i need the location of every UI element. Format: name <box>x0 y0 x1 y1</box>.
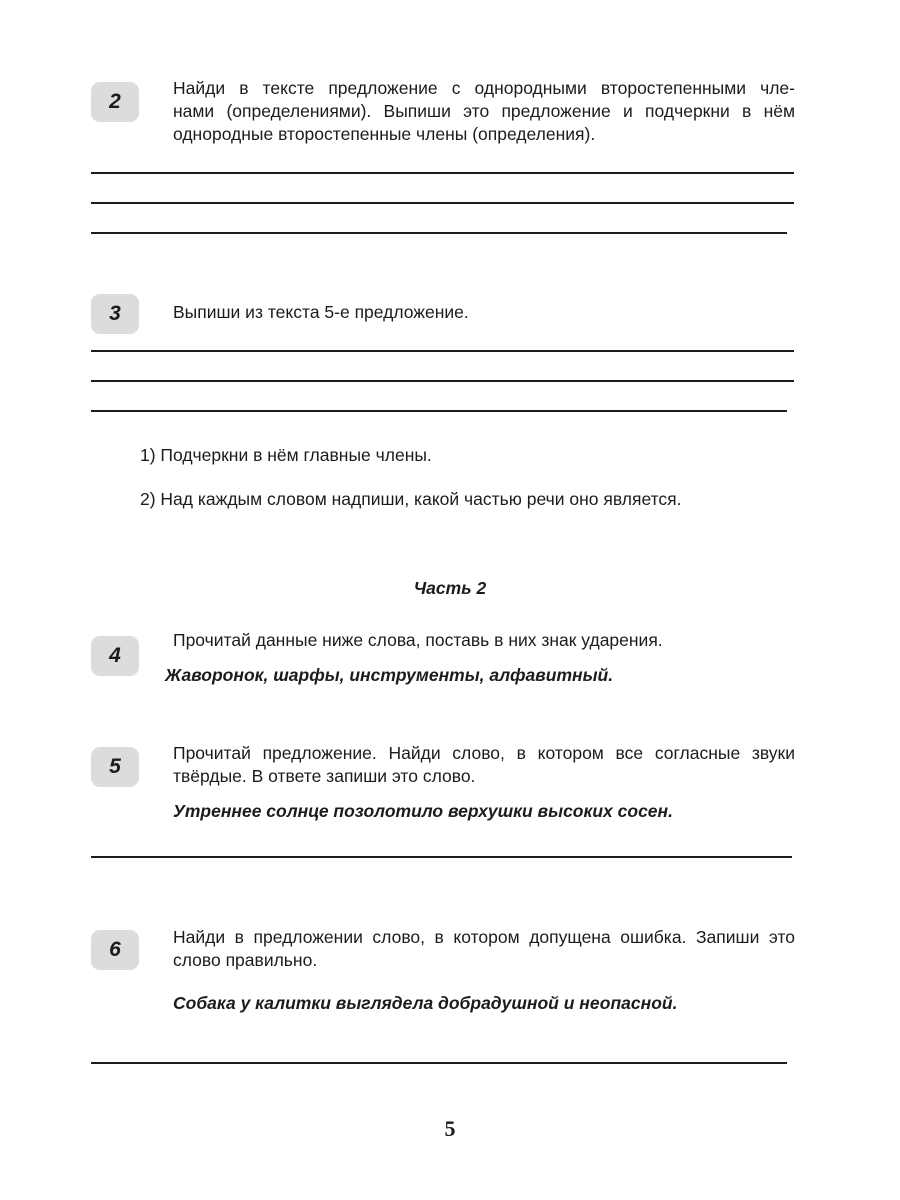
answer-line[interactable] <box>91 172 794 174</box>
answer-line[interactable] <box>91 410 787 412</box>
task-4-instruction: Прочитай данные ниже слова, поставь в них знак ударения. <box>173 630 663 650</box>
answer-line[interactable] <box>91 232 787 234</box>
task-3-instruction: Выпиши из текста 5-е предложение. <box>173 302 469 322</box>
task-number-badge-4: 4 <box>91 636 139 676</box>
answer-line[interactable] <box>91 1062 787 1064</box>
task-6-instruction <box>173 926 795 972</box>
answer-line[interactable] <box>91 380 794 382</box>
task-6-line-1: Найди в предложении слово, в котором допущена ошибка. Запиши это <box>173 927 795 947</box>
task-5-instruction <box>173 742 795 788</box>
task-3-subtask-1: 1) Подчеркни в нём главные члены. <box>140 445 432 465</box>
task-6-line-2: слово правильно. <box>173 950 318 970</box>
task-number-badge-2: 2 <box>91 82 139 122</box>
task-2-line-3: однородные второстепенные члены (определения). <box>173 124 596 144</box>
task-6-sentence: Собака у калитки выглядела добрадушной и неопасной. <box>173 993 678 1013</box>
page-number: 5 <box>444 1116 456 1141</box>
task-5-line-1: Прочитай предложение. Найди слово, в котором все согласные звуки <box>173 743 795 763</box>
task-number-badge-3: 3 <box>91 294 139 334</box>
answer-line[interactable] <box>91 202 794 204</box>
task-5-line-2: твёрдые. В ответе запиши это слово. <box>173 766 476 786</box>
task-5-sentence: Утреннее солнце позолотило верхушки высоких сосен. <box>173 801 673 821</box>
task-number-badge-5: 5 <box>91 747 139 787</box>
task-2-line-1: Найди в тексте предложение с однородными второстепенными чле- <box>173 78 795 98</box>
answer-line[interactable] <box>91 350 794 352</box>
task-3-subtask-2: 2) Над каждым словом надпиши, какой частью речи оно является. <box>140 489 682 509</box>
part-heading: Часть 2 <box>413 578 487 598</box>
answer-line[interactable] <box>91 856 792 858</box>
task-4-words: Жаворонок, шарфы, инструменты, алфавитный. <box>165 665 614 685</box>
task-2-instruction <box>173 77 795 146</box>
task-number-badge-6: 6 <box>91 930 139 970</box>
task-2-line-2: нами (определениями). Выпиши это предложение и подчеркни в нём <box>173 101 795 121</box>
